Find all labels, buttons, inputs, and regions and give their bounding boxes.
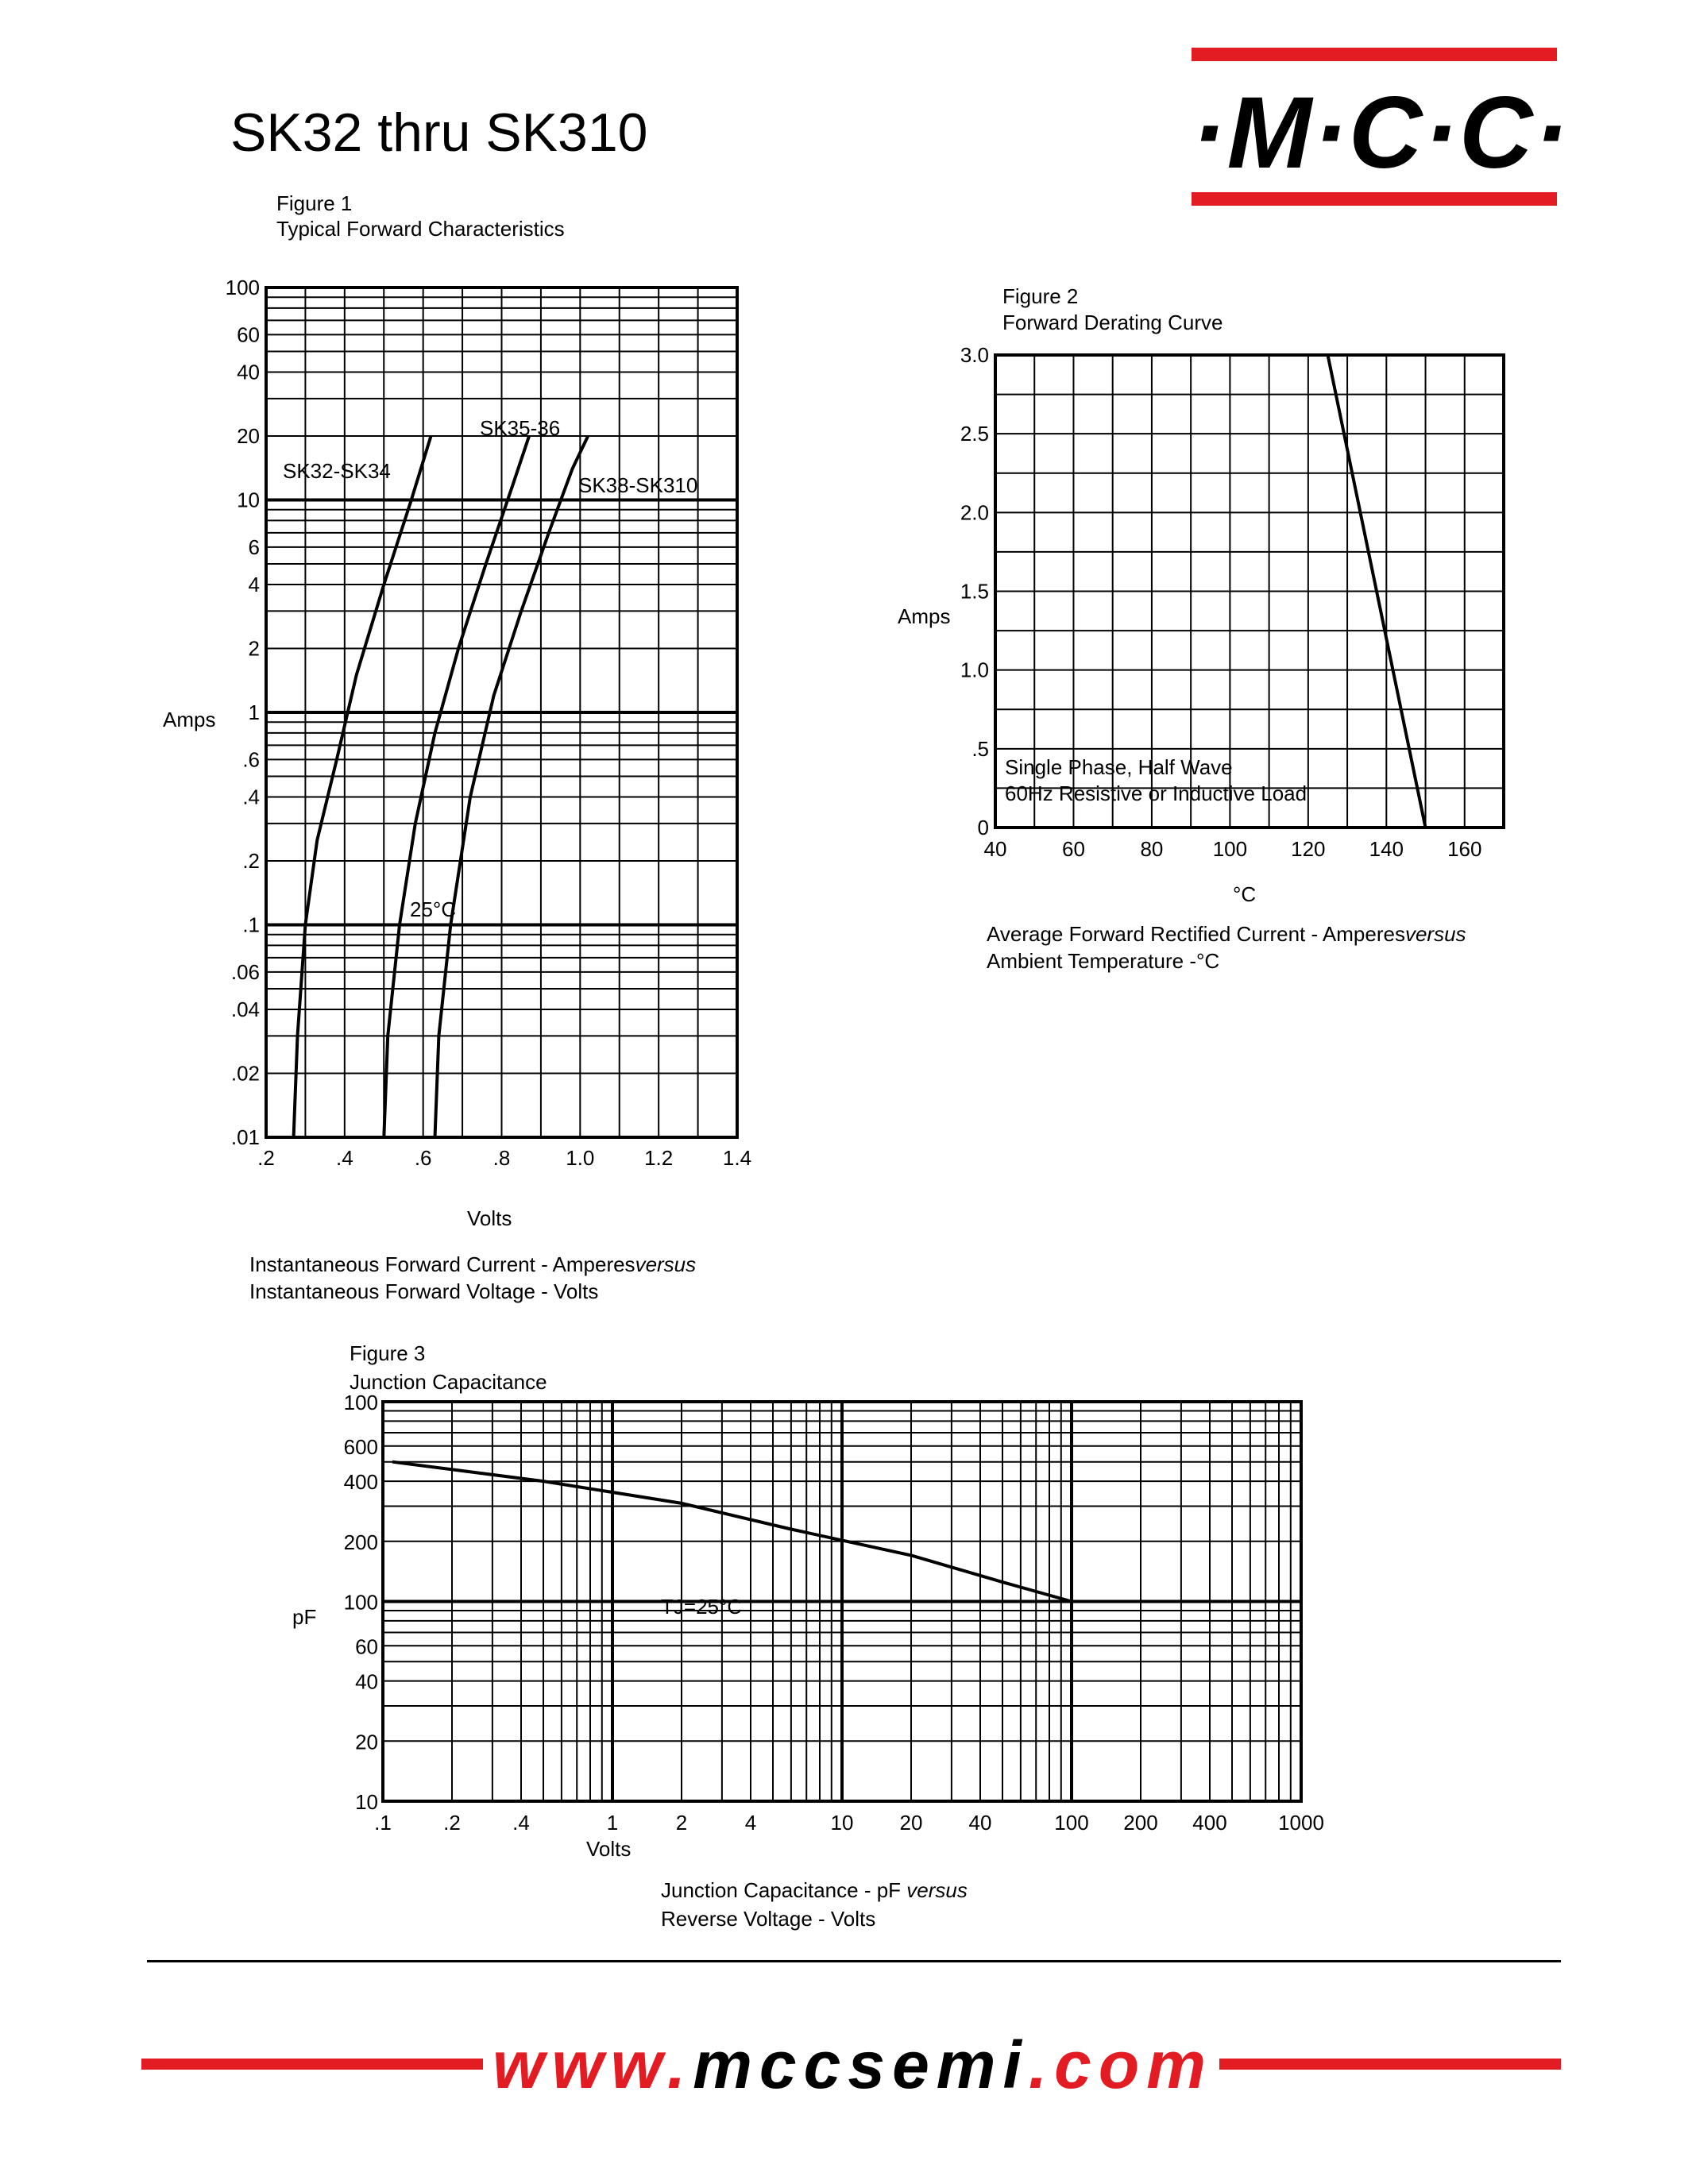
fig2-xlabel: °C [1233,882,1257,906]
fig2-title: Forward Derating Curve [1002,311,1223,334]
fig1-series-line [294,436,431,1137]
fig1-y-tick-label: 60 [237,322,260,347]
fig3-x-tick-label: 20 [899,1811,923,1835]
fig1-y-tick-label: 40 [237,360,260,384]
logo-text: ·M·C·C· [1192,76,1570,190]
fig1-y-tick-label: 100 [225,276,260,299]
fig2-note-line1: Single Phase, Half Wave [1005,755,1233,779]
fig1-y-tick-label: .2 [242,848,260,873]
fig1-x-tick-label: 1.4 [722,1146,752,1170]
fig1-y-tick-label: .1 [242,913,260,937]
fig2-y-tick-label: 2.0 [960,500,989,525]
fig3-x-tick-label: .2 [443,1811,461,1835]
fig2-chart [960,343,1504,861]
fig2-caption-line1: Average Forward Rectified Current - Amperesversus [987,922,1466,946]
fig2-y-tick-label: 0 [977,816,989,839]
fig3-y-tick-label: 400 [343,1470,378,1495]
fig2-y-tick-label: 2.5 [960,422,989,446]
fig3-y-tick-label: 600 [343,1434,378,1459]
fig3-x-tick-label: 1000 [1278,1811,1324,1835]
fig3-number: Figure 3 [350,1341,426,1365]
fig3-xlabel: Volts [586,1837,632,1861]
fig3-y-tick-label: 100 [343,1391,378,1414]
website-url[interactable]: www.mccsemi.com [492,2028,1213,2102]
footer-rule [147,1960,1561,1962]
fig1-series-label: SK38-SK310 [578,473,698,497]
fig1-y-tick-label: .02 [230,1061,260,1086]
fig2-x-tick-label: 160 [1447,837,1482,861]
fig2-x-tick-label: 40 [983,837,1007,861]
fig2-x-tick-label: 100 [1212,837,1248,861]
fig3-caption-line1: Junction Capacitance - pF versus [661,1878,968,1902]
fig1-y-tick-label: 20 [237,423,260,448]
fig2-x-tick-label: 120 [1291,837,1326,861]
fig1-x-tick-label: .4 [335,1146,353,1170]
fig3-chart [344,1391,1324,1835]
fig2-y-tick-label: 1.5 [960,579,989,604]
fig2-ylabel: Amps [898,604,951,628]
fig2-y-tick-label: .5 [971,736,989,761]
footer-red-bar-right [1219,2059,1561,2070]
fig3-ylabel: pF [292,1605,317,1629]
fig3-x-tick-label: .1 [374,1811,392,1835]
fig1-series-line [384,436,529,1137]
fig1-series-line [435,436,589,1137]
fig3-y-tick-label: 100 [343,1590,378,1615]
fig3-x-tick-label: 4 [744,1811,757,1835]
fig3-x-tick-label: 200 [1123,1811,1158,1835]
fig3-title: Junction Capacitance [350,1370,547,1394]
fig1-caption-line2: Instantaneous Forward Voltage - Volts [249,1279,599,1303]
fig1-x-tick-label: 1.2 [644,1146,674,1170]
fig3-y-tick-label: 40 [355,1669,378,1694]
fig2-caption-line2: Ambient Temperature -°C [987,949,1220,973]
fig3-y-tick-label: 200 [343,1530,378,1554]
fig1-title: Typical Forward Characteristics [276,217,565,241]
fig3-x-tick-label: 100 [1054,1811,1089,1835]
fig3-x-tick-label: 40 [968,1811,992,1835]
fig1-x-tick-label: .2 [257,1146,275,1170]
fig1-series-label: SK35-36 [480,416,561,440]
fig3-caption-line2: Reverse Voltage - Volts [661,1907,876,1931]
fig1-number: Figure 1 [276,191,353,215]
fig3-x-tick-label: 1 [606,1811,619,1835]
fig3-x-tick-label: 2 [675,1811,688,1835]
fig1-y-tick-label: 6 [248,534,260,559]
fig2-x-tick-label: 80 [1140,837,1164,861]
fig1-y-tick-label: .4 [242,785,260,809]
fig1-caption-line1: Instantaneous Forward Current - Amperesversus [249,1252,697,1276]
fig1-series-label: SK32-SK34 [283,459,391,483]
fig1-x-tick-label: .8 [492,1146,511,1170]
fig3-temp-label: TJ=25°C [661,1595,743,1619]
page-title: SK32 thru SK310 [230,102,648,163]
fig1-chart [226,276,751,1170]
fig1-y-tick-label: .6 [242,747,260,772]
fig3-x-tick-label: 10 [830,1811,854,1835]
fig1-y-tick-label: 1 [248,700,260,724]
fig3-y-tick-label: 20 [355,1730,378,1754]
fig1-y-tick-label: .04 [230,997,260,1021]
fig3-y-tick-label: 10 [355,1790,378,1814]
footer-red-bar-left [141,2059,483,2070]
fig1-y-tick-label: 4 [248,572,260,596]
fig1-y-tick-label: 2 [248,636,260,661]
fig1-x-tick-label: .6 [414,1146,432,1170]
fig1-y-tick-label: 10 [237,488,260,512]
fig2-y-tick-label: 1.0 [960,658,989,682]
fig3-x-tick-label: .4 [512,1811,530,1835]
fig1-ylabel: Amps [163,708,216,731]
fig1-temp-label: 25°C [410,897,457,921]
fig2-x-tick-label: 60 [1062,837,1085,861]
fig2-number: Figure 2 [1002,284,1079,308]
fig2-note-line2: 60Hz Resistive or Inductive Load [1005,781,1308,805]
fig1-xlabel: Volts [467,1206,512,1230]
fig3-x-tick-label: 400 [1192,1811,1227,1835]
fig1-x-tick-label: 1.0 [566,1146,595,1170]
fig3-series-line [392,1462,1072,1602]
fig1-y-tick-label: .01 [230,1125,260,1149]
fig1-y-tick-label: .06 [230,959,260,984]
fig2-x-tick-label: 140 [1369,837,1404,861]
fig3-y-tick-label: 60 [355,1634,378,1659]
fig2-y-tick-label: 3.0 [960,343,989,367]
